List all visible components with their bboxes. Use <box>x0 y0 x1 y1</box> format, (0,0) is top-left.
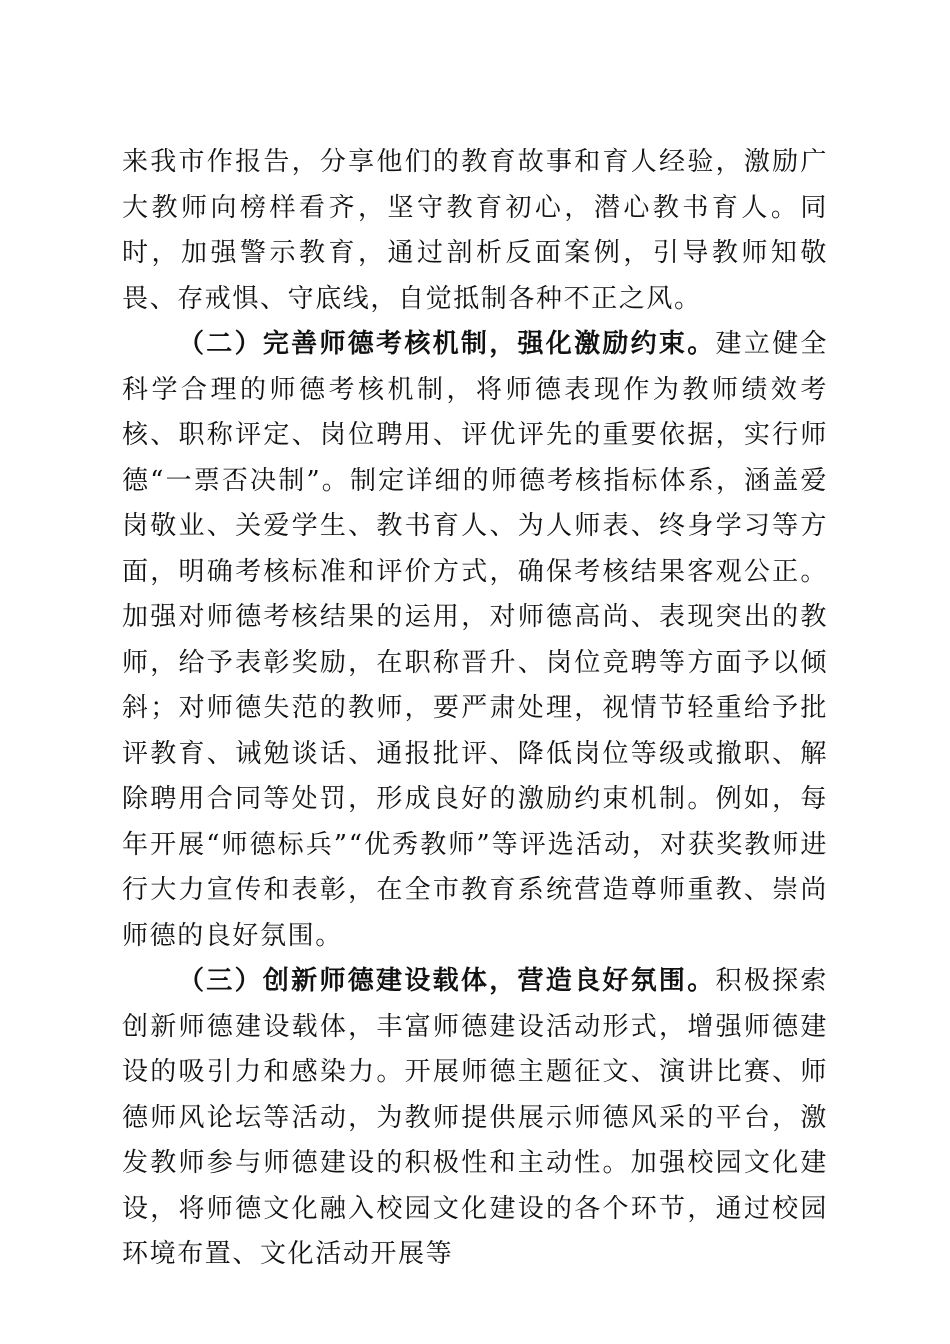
paragraph-text: 建立健全科学合理的师德考核机制，将师德表现作为教师绩效考核、职称评定、岗位聘用、评优评先的重要依据，实行师德“一票否决制”。制定详细的师德考核指标体系，涵盖爱岗敬业、关爱学生、教书育人、为人师表、终身学习等方面，明确考核标准和评价方式，确保考核结果客观公正。加强对师德考核结果的运用，对师德高尚、表现突出的教师，给予表彰奖励，在职称晋升、岗位竞聘等方面予以倾斜；对师德失范的教师，要严肃处理，视情节轻重给予批评教育、诫勉谈话、通报批评、降低岗位等级或撤职、解除聘用合同等处罚，形成良好的激励约束机制。例如，每年开展“师德标兵”“优秀教师”等评选活动，对获奖教师进行大力宣传和表彰，在全市教育系统营造尊师重教、崇尚师德的良好氛围。 <box>122 329 829 951</box>
section-heading: （二）完善师德考核机制，强化激励约束。 <box>178 329 716 359</box>
document-body <box>122 140 828 1278</box>
paragraph-section-3 <box>122 959 828 1278</box>
paragraph-text: 来我市作报告，分享他们的教育故事和育人经验，激励广大教师向榜样看齐，坚守教育初心，潜心教书育人。同时，加强警示教育，通过剖析反面案例，引导教师知敬畏、存戒惧、守底线，自觉抵制各种不正之风。 <box>122 147 828 314</box>
paragraph-section-2 <box>122 322 828 959</box>
paragraph-text: 积极探索创新师德建设载体，丰富师德建设活动形式，增强师德建设的吸引力和感染力。开展师德主题征文、演讲比赛、师德师风论坛等活动，为教师提供展示师德风采的平台，激发教师参与师德建设的积极性和主动性。加强校园文化建设，将师德文化融入校园文化建设的各个环节，通过校园环境布置、文化活动开展等 <box>122 966 829 1269</box>
section-heading: （三）创新师德建设载体，营造良好氛围。 <box>178 966 716 996</box>
paragraph-continuation <box>122 140 828 322</box>
